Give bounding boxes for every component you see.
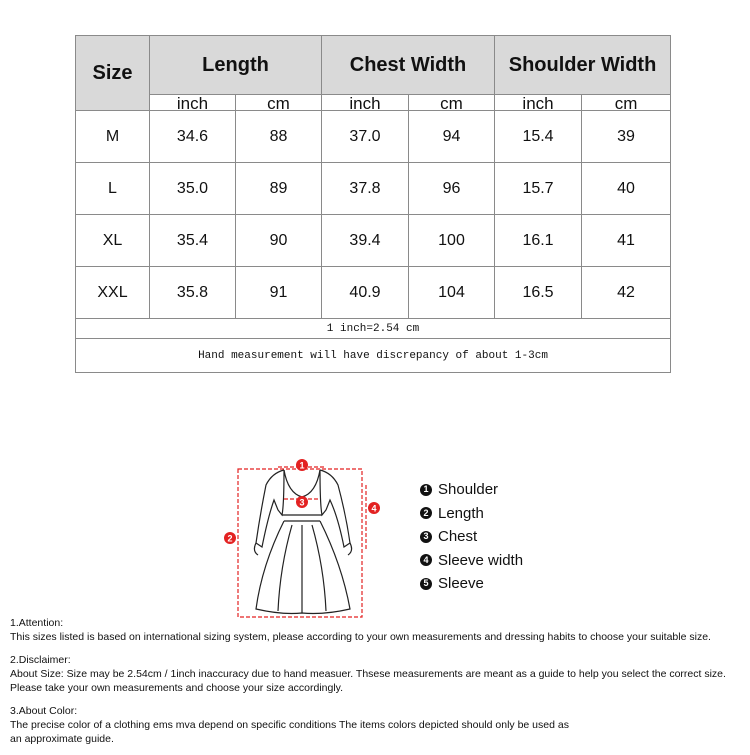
marker-3 [296,496,308,508]
size-cell: L [76,163,150,215]
length-header: Length [150,36,322,95]
unit-cell: inch [495,95,582,111]
unit-cell: cm [582,95,671,111]
conversion-row [76,319,671,339]
unit-cell: cm [409,95,495,111]
value-cell: 40 [582,163,671,215]
marker-1 [296,459,308,471]
note-line: About Size: Size may be 2.54cm / 1inch inaccuracy due to hand measuer. Thsese measurements are meant as a guide to help you select the correct size. [10,668,726,680]
legend-label: Sleeve width [438,551,524,569]
legend-label: Shoulder [438,481,499,499]
value-cell: 41 [582,215,671,267]
attention-note [10,616,745,644]
value-cell: 91 [236,267,322,319]
legend-label: Length [438,504,484,522]
value-cell: 35.8 [150,267,236,319]
value-cell: 89 [236,163,322,215]
size-cell: XL [76,215,150,267]
size-header: Size [76,36,150,111]
value-cell: 88 [236,111,322,163]
legend-item [420,502,523,526]
shoulder-header: Shoulder Width [495,36,671,95]
value-cell: 39.4 [322,215,409,267]
marker-2 [224,532,236,544]
svg-text:1: 1 [299,460,305,471]
number-4-icon: 4 [420,554,432,566]
note-title: 1.Attention: [10,617,64,629]
note-title: 2.Disclaimer: [10,654,71,666]
table-row [76,267,671,319]
value-cell: 96 [409,163,495,215]
value-cell: 94 [409,111,495,163]
notes-section [10,616,745,755]
chest-header: Chest Width [322,36,495,95]
legend-label: Chest [438,528,478,546]
dress-illustration [254,470,351,614]
note-line: This sizes listed is based on international sizing system, please according to your own measurements and dressing habits to choose your suitable size. [10,631,711,643]
value-cell: 34.6 [150,111,236,163]
svg-text:4: 4 [371,503,377,514]
header-row [76,36,671,95]
value-cell: 35.4 [150,215,236,267]
size-cell: M [76,111,150,163]
value-cell: 39 [582,111,671,163]
legend-item [420,549,523,573]
number-3-icon: 3 [420,531,432,543]
marker-4 [368,502,380,514]
note-line: Please take your own measurements and choose your size accordingly. [10,682,344,694]
unit-cell: cm [236,95,322,111]
unit-cell: inch [150,95,236,111]
value-cell: 35.0 [150,163,236,215]
svg-text:2: 2 [227,533,233,544]
number-2-icon: 2 [420,507,432,519]
number-1-icon: 1 [420,484,432,496]
value-cell: 15.7 [495,163,582,215]
value-cell: 15.4 [495,111,582,163]
dress-diagram [222,445,392,620]
table-row [76,163,671,215]
value-cell: 37.8 [322,163,409,215]
note-line: an approximate guide. [10,733,114,745]
value-cell: 104 [409,267,495,319]
color-note [10,704,745,746]
size-cell: XXL [76,267,150,319]
units-row [76,95,671,111]
value-cell: 90 [236,215,322,267]
value-cell: 16.1 [495,215,582,267]
svg-text:3: 3 [299,497,305,508]
size-chart-table [75,35,671,373]
value-cell: 16.5 [495,267,582,319]
note-line: The precise color of a clothing ems mva depend on specific conditions The items colors depicted should only be used as [10,719,569,731]
value-cell: 42 [582,267,671,319]
legend-item [420,478,523,502]
number-5-icon: 5 [420,578,432,590]
legend-item [420,525,523,549]
value-cell: 37.0 [322,111,409,163]
note-title: 3.About Color: [10,705,78,717]
value-cell: 100 [409,215,495,267]
measurement-legend [420,478,523,596]
table-row [76,111,671,163]
disclaimer-note [10,653,745,695]
value-cell: 40.9 [322,267,409,319]
conversion-note: 1 inch=2.54 cm [76,319,671,339]
discrepancy-row [76,339,671,373]
unit-cell: inch [322,95,409,111]
legend-item [420,572,523,596]
table-row [76,215,671,267]
discrepancy-note: Hand measurement will have discrepancy of about 1-3cm [76,339,671,373]
legend-label: Sleeve [438,575,484,593]
